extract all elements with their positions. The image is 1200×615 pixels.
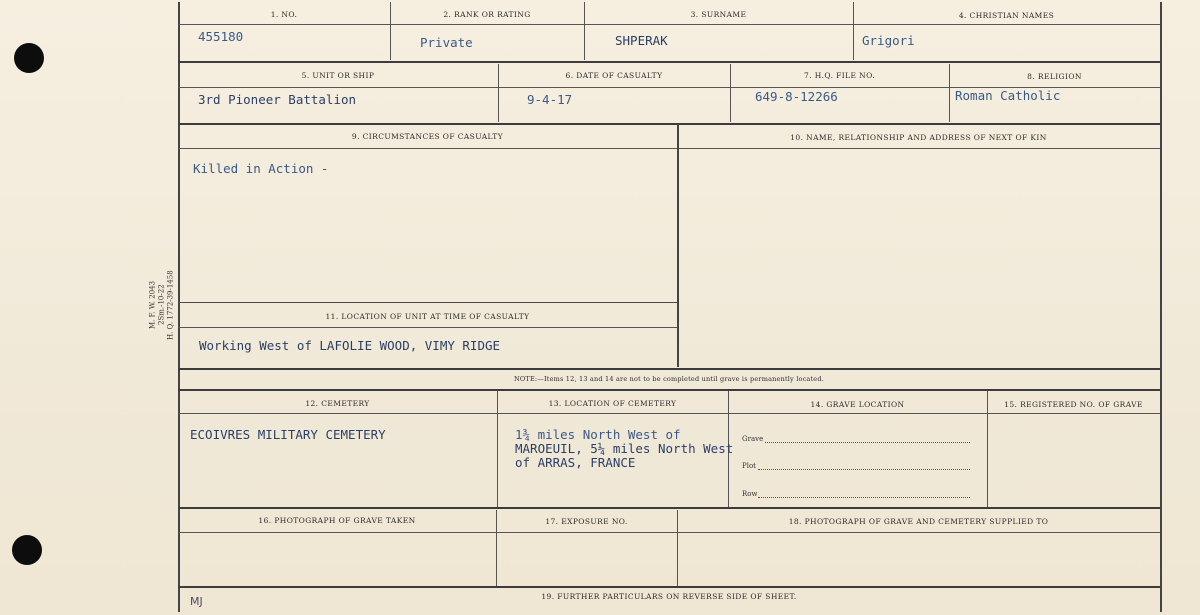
row-line-label: Row bbox=[742, 490, 758, 498]
note-top-rule bbox=[178, 368, 1160, 370]
row-dotted-line bbox=[758, 497, 970, 498]
row11-top-rule bbox=[178, 302, 677, 303]
religion-value: Roman Catholic bbox=[955, 88, 1061, 103]
circumstances-label: 9. CIRCUMSTANCES OF CASUALTY bbox=[351, 132, 504, 141]
row11-label-rule bbox=[178, 327, 677, 328]
margin-print-line: H. Q. 1772-39-1458 bbox=[166, 270, 175, 340]
service-number-value: 455180 bbox=[198, 29, 244, 44]
row5-label-rule bbox=[178, 532, 1160, 533]
cemetery-location-label: 13. LOCATION OF CEMETERY bbox=[548, 399, 677, 408]
hq-file-value: 649-8-12266 bbox=[755, 89, 838, 104]
unit-label: 5. UNIT OR SHIP bbox=[301, 71, 375, 80]
grave-dotted-line bbox=[765, 442, 970, 443]
plot-dotted-line bbox=[758, 469, 970, 470]
rank-label: 2. RANK OR RATING bbox=[443, 10, 531, 19]
cemetery-location-line: 1¾ miles North West of bbox=[515, 427, 681, 442]
note-bottom-rule bbox=[178, 389, 1160, 391]
circumstances-value: Killed in Action - bbox=[193, 161, 329, 176]
grave-location-label: 14. GRAVE LOCATION bbox=[810, 400, 905, 409]
registered-no-label: 15. REGISTERED NO. OF GRAVE bbox=[1004, 400, 1143, 409]
form-number-print bbox=[143, 270, 181, 340]
unit-location-label: 11. LOCATION OF UNIT AT TIME OF CASUALTY bbox=[325, 312, 530, 321]
cemetery-location-line: of ARRAS, FRANCE bbox=[515, 455, 636, 470]
row4-bottom-rule bbox=[178, 507, 1160, 509]
hq-file-label: 7. H.Q. FILE NO. bbox=[803, 71, 876, 80]
photograph-taken-label: 16. PHOTOGRAPH OF GRAVE TAKEN bbox=[258, 516, 416, 525]
row1-bottom-rule bbox=[178, 61, 1160, 63]
divider bbox=[677, 125, 679, 367]
surname-label: 3. SURNAME bbox=[690, 10, 747, 19]
row2-bottom-rule bbox=[178, 123, 1160, 125]
surname-value: SHPERAK bbox=[615, 33, 668, 48]
note-text: NOTE:—Items 12, 13 and 14 are not to be completed until grave is permanently located. bbox=[514, 375, 824, 383]
row5-bottom-rule bbox=[178, 586, 1160, 588]
rank-value: Private bbox=[420, 35, 473, 50]
christian-names-label: 4. CHRISTIAN NAMES bbox=[958, 11, 1055, 20]
number-label: 1. NO. bbox=[270, 10, 298, 19]
photograph-supplied-label: 18. PHOTOGRAPH OF GRAVE AND CEMETERY SUPPLIED TO bbox=[788, 517, 1049, 526]
grave-line-label: Grave bbox=[742, 435, 764, 443]
further-particulars-label: 19. FURTHER PARTICULARS ON REVERSE SIDE OF SHEET. bbox=[541, 592, 797, 601]
divider bbox=[497, 391, 498, 507]
clerk-initials: MJ bbox=[190, 595, 203, 608]
plot-line-label: Plot bbox=[742, 462, 756, 470]
christian-names-value: Grigori bbox=[862, 33, 915, 48]
margin-print-line: M. F. W. 2043 bbox=[148, 280, 157, 330]
cemetery-value: ECOIVRES MILITARY CEMETERY bbox=[190, 427, 386, 442]
date-value: 9-4-17 bbox=[527, 92, 573, 107]
unit-value: 3rd Pioneer Battalion bbox=[198, 92, 357, 107]
cemetery-label: 12. CEMETERY bbox=[305, 399, 370, 408]
margin-print-line: 2Sm.-10-22 bbox=[157, 284, 166, 326]
row4-label-rule bbox=[178, 413, 1160, 414]
frame-right bbox=[1160, 2, 1162, 612]
binder-hole-bottom bbox=[12, 535, 42, 565]
religion-label: 8. RELIGION bbox=[1027, 72, 1082, 81]
row3-label-rule bbox=[178, 148, 1160, 149]
next-of-kin-label: 10. NAME, RELATIONSHIP AND ADDRESS OF NEXT OF KIN bbox=[790, 133, 1047, 142]
row1-label-rule bbox=[178, 24, 1160, 25]
cemetery-location-line: MAROEUIL, 5¼ miles North West bbox=[515, 441, 734, 456]
binder-hole-top bbox=[14, 43, 44, 73]
unit-location-value: Working West of LAFOLIE WOOD, VIMY RIDGE bbox=[199, 338, 501, 353]
date-label: 6. DATE OF CASUALTY bbox=[565, 71, 663, 80]
exposure-no-label: 17. EXPOSURE NO. bbox=[545, 517, 628, 526]
